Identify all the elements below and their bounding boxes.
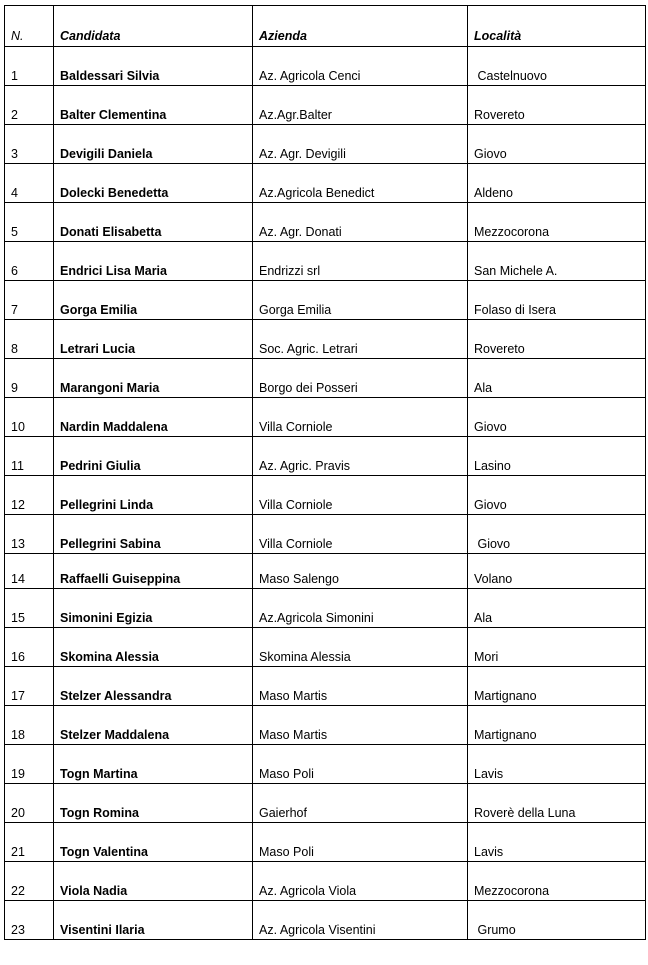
cell-num: 14 [5,554,54,589]
cell-location: Rovereto [468,320,646,359]
table-row [5,242,646,281]
cell-num: 3 [5,125,54,164]
cell-location: Mezzocorona [468,203,646,242]
cell-location: Mezzocorona [468,862,646,901]
cell-company: Maso Martis [253,667,468,706]
cell-location: Lavis [468,823,646,862]
cell-company: Maso Poli [253,823,468,862]
cell-num: 4 [5,164,54,203]
table-row [5,398,646,437]
cell-company: Az. Agricola Viola [253,862,468,901]
cell-candidate: Letrari Lucia [54,320,253,359]
table-row [5,862,646,901]
cell-num: 12 [5,476,54,515]
table-row [5,901,646,940]
cell-location: Ala [468,589,646,628]
cell-location: Volano [468,554,646,589]
cell-location: Castelnuovo [468,47,646,86]
table-row [5,476,646,515]
cell-location: Lasino [468,437,646,476]
table-row [5,437,646,476]
cell-company: Az.Agricola Benedict [253,164,468,203]
table-row [5,784,646,823]
table-row [5,125,646,164]
cell-location: Aldeno [468,164,646,203]
cell-candidate: Baldessari Silvia [54,47,253,86]
cell-num: 10 [5,398,54,437]
cell-company: Maso Martis [253,706,468,745]
cell-location: Martignano [468,667,646,706]
cell-location: Giovo [468,125,646,164]
table-row [5,554,646,589]
cell-location: San Michele A. [468,242,646,281]
table-row [5,86,646,125]
cell-candidate: Pedrini Giulia [54,437,253,476]
cell-num: 13 [5,515,54,554]
cell-candidate: Raffaelli Guiseppina [54,554,253,589]
cell-company: Endrizzi srl [253,242,468,281]
cell-location: Lavis [468,745,646,784]
cell-company: Villa Corniole [253,515,468,554]
header-company: Azienda [253,6,468,47]
table-row [5,706,646,745]
cell-company: Villa Corniole [253,398,468,437]
cell-num: 21 [5,823,54,862]
cell-num: 1 [5,47,54,86]
cell-candidate: Skomina Alessia [54,628,253,667]
cell-company: Az. Agricola Visentini [253,901,468,940]
cell-candidate: Gorga Emilia [54,281,253,320]
cell-num: 23 [5,901,54,940]
cell-num: 2 [5,86,54,125]
cell-location: Giovo [468,476,646,515]
table-row [5,515,646,554]
cell-company: Az. Agricola Cenci [253,47,468,86]
cell-company: Borgo dei Posseri [253,359,468,398]
cell-location: Mori [468,628,646,667]
cell-company: Maso Poli [253,745,468,784]
cell-num: 6 [5,242,54,281]
cell-num: 20 [5,784,54,823]
cell-location: Grumo [468,901,646,940]
cell-company: Gaierhof [253,784,468,823]
cell-num: 16 [5,628,54,667]
cell-company: Az.Agricola Simonini [253,589,468,628]
cell-candidate: Nardin Maddalena [54,398,253,437]
cell-candidate: Togn Romina [54,784,253,823]
cell-candidate: Marangoni Maria [54,359,253,398]
cell-num: 17 [5,667,54,706]
table-row [5,320,646,359]
header-location: Località [468,6,646,47]
cell-num: 9 [5,359,54,398]
table-row [5,745,646,784]
cell-candidate: Viola Nadia [54,862,253,901]
cell-num: 18 [5,706,54,745]
header-row [5,6,646,47]
cell-company: Gorga Emilia [253,281,468,320]
cell-candidate: Pellegrini Linda [54,476,253,515]
cell-company: Az.Agr.Balter [253,86,468,125]
table-row [5,823,646,862]
cell-location: Ala [468,359,646,398]
cell-candidate: Togn Valentina [54,823,253,862]
cell-location: Folaso di Isera [468,281,646,320]
cell-candidate: Visentini Ilaria [54,901,253,940]
cell-location: Rovereto [468,86,646,125]
cell-num: 7 [5,281,54,320]
cell-num: 8 [5,320,54,359]
cell-location: Martignano [468,706,646,745]
cell-candidate: Devigili Daniela [54,125,253,164]
cell-company: Skomina Alessia [253,628,468,667]
cell-company: Az. Agric. Pravis [253,437,468,476]
cell-company: Soc. Agric. Letrari [253,320,468,359]
cell-candidate: Simonini Egizia [54,589,253,628]
cell-candidate: Dolecki Benedetta [54,164,253,203]
table-row [5,47,646,86]
table-row [5,589,646,628]
cell-num: 22 [5,862,54,901]
cell-num: 11 [5,437,54,476]
table-row [5,164,646,203]
table-row [5,281,646,320]
cell-company: Az. Agr. Donati [253,203,468,242]
table-row [5,359,646,398]
cell-location: Giovo [468,515,646,554]
cell-candidate: Stelzer Alessandra [54,667,253,706]
cell-candidate: Endrici Lisa Maria [54,242,253,281]
table-row [5,203,646,242]
cell-candidate: Stelzer Maddalena [54,706,253,745]
cell-candidate: Togn Martina [54,745,253,784]
cell-candidate: Pellegrini Sabina [54,515,253,554]
cell-num: 5 [5,203,54,242]
header-num: N. [5,6,54,47]
cell-candidate: Donati Elisabetta [54,203,253,242]
cell-company: Villa Corniole [253,476,468,515]
header-candidate: Candidata [54,6,253,47]
cell-num: 15 [5,589,54,628]
cell-company: Maso Salengo [253,554,468,589]
cell-location: Giovo [468,398,646,437]
cell-location: Roverè della Luna [468,784,646,823]
cell-company: Az. Agr. Devigili [253,125,468,164]
cell-num: 19 [5,745,54,784]
candidates-table [4,5,646,940]
table-row [5,667,646,706]
table-row [5,628,646,667]
cell-candidate: Balter Clementina [54,86,253,125]
